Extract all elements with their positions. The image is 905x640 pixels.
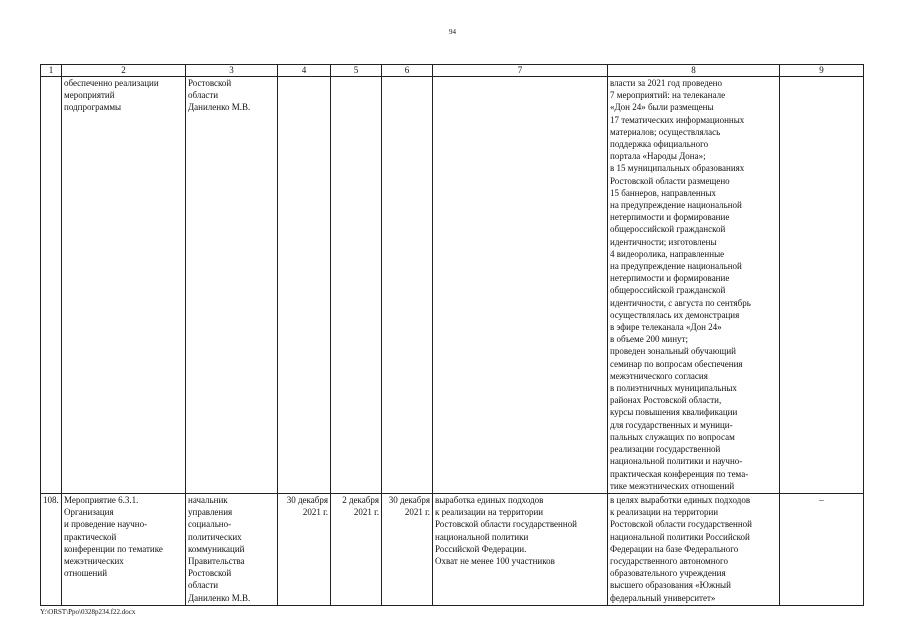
cell-measure — [62, 494, 186, 606]
cell-text-line: на предупреждение национальной — [610, 200, 742, 211]
cell-number: 108. — [41, 494, 62, 606]
cell-text-line: мероприятий — [64, 90, 115, 101]
cell-text-line: обеспеченно реализации — [64, 78, 159, 88]
cell-text-line: Российской Федерации. — [435, 543, 527, 554]
cell-text-line: Ростовской — [188, 568, 232, 579]
cell-text-line: нетерпимости и формирование — [610, 212, 730, 223]
cell-actual-end — [382, 494, 433, 606]
cell-text-line: 30 декабря — [286, 495, 328, 505]
cell-text-line: Федерации на базе Федерального — [610, 543, 739, 554]
cell-text-line: власти за 2021 год проведено — [610, 78, 722, 88]
cell-text-line: 30 декабря — [388, 495, 430, 505]
cell-actual-end — [382, 77, 433, 494]
cell-text-line: пальных служащих по вопросам — [610, 431, 735, 442]
cell-measure — [62, 77, 186, 494]
cell-text-line: государственного автономного — [610, 556, 729, 567]
cell-problems — [780, 77, 864, 494]
cell-planned-date — [278, 494, 331, 606]
cell-text-line: Организация — [64, 507, 114, 518]
cell-text-line: коммуникаций — [188, 543, 245, 554]
cell-text-line: Ростовской области государственной — [610, 519, 752, 530]
cell-text-line: в 15 муниципальных образованиях — [610, 163, 745, 174]
cell-text-line: начальник — [188, 495, 228, 505]
column-number: 5 — [331, 65, 382, 77]
cell-text-line: 15 баннеров, направленных — [610, 187, 717, 198]
cell-text-line: национальной политики Российской — [610, 531, 750, 542]
cell-text-line: семинар по вопросам обеспечения — [610, 358, 743, 369]
column-number: 7 — [433, 65, 608, 77]
cell-text-line: идентичности; изготовлены — [610, 236, 717, 247]
cell-text-line: 7 мероприятий: на телеканале — [610, 90, 726, 101]
cell-text-line: общероссийской гражданской — [610, 224, 726, 235]
column-number: 9 — [780, 65, 864, 77]
cell-text-line: межэтнического согласия — [610, 370, 708, 381]
cell-text-line: социально- — [188, 519, 232, 530]
cell-text-line: в полиэтничных муниципальных — [610, 383, 737, 394]
column-number: 4 — [278, 65, 331, 77]
cell-achieved-result — [608, 77, 780, 494]
cell-text-line: реализации государственной — [610, 444, 721, 455]
cell-text-line: общероссийской гражданской — [610, 285, 726, 296]
cell-text-line: Ростовской области размещено — [610, 175, 730, 186]
cell-text-line: образовательного учреждения — [610, 568, 726, 579]
cell-problems: – — [780, 494, 864, 606]
cell-actual-start — [331, 494, 382, 606]
cell-actual-start — [331, 77, 382, 494]
cell-text-line: области — [188, 90, 219, 101]
cell-text-line: 4 видеоролика, направленные — [610, 248, 725, 259]
cell-text-line: на предупреждение национальной — [610, 261, 742, 272]
measures-table — [40, 64, 864, 606]
column-number: 8 — [608, 65, 780, 77]
cell-text-line: выработка единых подходов — [435, 495, 544, 505]
cell-text-line: конференции по тематике — [64, 543, 163, 554]
cell-text-line: 17 тематических информационных — [610, 114, 745, 125]
column-number: 3 — [186, 65, 278, 77]
cell-text-line: для государственных и муници- — [610, 419, 733, 430]
cell-text-line: в объеме 200 минут; — [610, 334, 688, 345]
cell-text-line: отношений — [64, 568, 108, 579]
column-number: 1 — [41, 65, 62, 77]
cell-text-line: проведен зональный обучающий — [610, 346, 736, 357]
cell-text-line: 2021 г. — [302, 507, 328, 518]
cell-text-line: портала «Народы Дона»; — [610, 151, 706, 162]
cell-planned-date — [278, 77, 331, 494]
cell-text-line: политических — [188, 531, 242, 542]
cell-text-line: в эфире телеканала «Дон 24» — [610, 322, 722, 333]
cell-text-line: Ростовской — [188, 78, 232, 88]
table-row-108 — [41, 494, 864, 606]
table-row-continued — [41, 77, 864, 494]
cell-text-line: федеральный университет» — [610, 592, 716, 603]
cell-text-line: 2021 г. — [404, 507, 430, 518]
cell-text-line: нетерпимости и формирование — [610, 273, 730, 284]
cell-text-line: к реализации на территории — [435, 507, 544, 518]
column-number: 2 — [62, 65, 186, 77]
cell-text-line: в целях выработки единых подходов — [610, 495, 751, 505]
cell-text-line: и проведение научно- — [64, 519, 148, 530]
cell-text-line: высшего образования «Южный — [610, 580, 731, 591]
cell-responsible — [186, 77, 278, 494]
column-number: 6 — [382, 65, 433, 77]
cell-text-line: практическая конференция по тема- — [610, 468, 749, 479]
cell-text-line: 2 декабря — [342, 495, 379, 505]
cell-text-line: управления — [188, 507, 233, 518]
cell-expected-result — [433, 494, 608, 606]
cell-text-line: материалов; осуществлялась — [610, 126, 721, 137]
file-path-footer: Y:\ORST\Ppo\0328p234.f22.docx — [40, 608, 136, 616]
cell-text-line: идентичности, с августа по сентябрь — [610, 297, 751, 308]
table-header-row — [41, 65, 864, 77]
cell-text-line: Охват не менее 100 участников — [435, 556, 555, 567]
cell-text-line: области — [188, 580, 219, 591]
cell-number — [41, 77, 62, 494]
cell-text-line: поддержка официального — [610, 139, 709, 150]
cell-text-line: Ростовской области государственной — [435, 519, 577, 530]
cell-text-line: осуществлялась их демонстрация — [610, 309, 740, 320]
cell-text-line: 2021 г. — [353, 507, 379, 518]
cell-responsible — [186, 494, 278, 606]
cell-text-line: практической — [64, 531, 117, 542]
cell-text-line: национальной политики — [435, 531, 529, 542]
cell-text-line: Мероприятие 6.3.1. — [64, 495, 139, 505]
cell-achieved-result — [608, 494, 780, 606]
cell-text-line: тике межэтнических отношений — [610, 480, 735, 491]
cell-text-line: Даниленко М.В. — [188, 592, 251, 603]
cell-text-line: «Дон 24» были размещены — [610, 102, 714, 113]
cell-text-line: Правительства — [188, 556, 245, 567]
page-number: 94 — [449, 28, 456, 36]
cell-text-line: национальной политики и научно- — [610, 456, 743, 467]
cell-text-line: курсы повышения квалификации — [610, 407, 738, 418]
cell-text-line: районах Ростовской области, — [610, 395, 722, 406]
cell-text-line: межэтнических — [64, 556, 124, 567]
cell-text-line: подпрограммы — [64, 102, 122, 113]
cell-text-line: к реализации на территории — [610, 507, 719, 518]
cell-expected-result — [433, 77, 608, 494]
cell-text-line: Даниленко М.В. — [188, 102, 251, 113]
